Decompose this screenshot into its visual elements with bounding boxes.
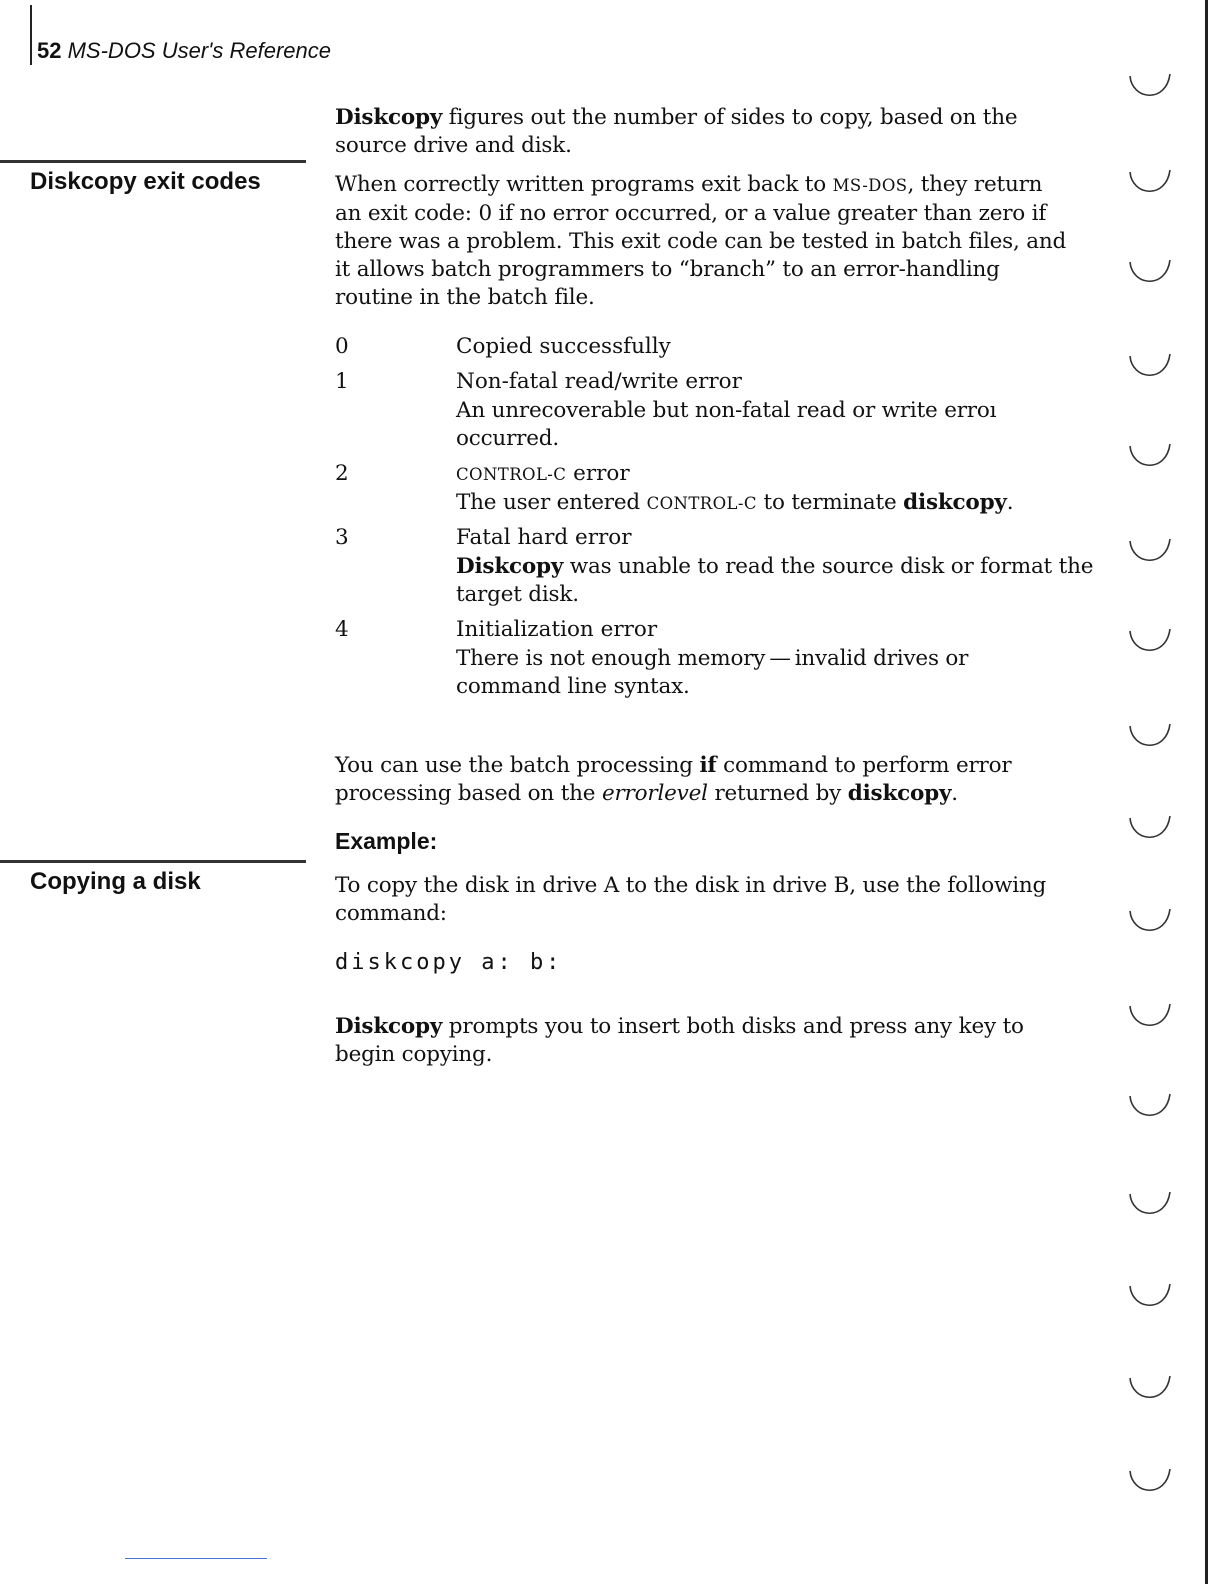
exit-code-paragraph: When correctly written programs exit back to MS-DOS, they return an exit code: 0 if no error occurred, or a value greater than zero if there was a problem. This exit code can be tested in batch files, and it allows batch programmers to “branch” to an error-handling routine in the batch file. xyxy=(335,172,1067,310)
page-edge xyxy=(1205,0,1208,1584)
binder-hole-icon xyxy=(1126,1280,1174,1316)
binder-hole-icon xyxy=(1126,1090,1174,1126)
exit-code-number: 2 xyxy=(335,461,349,486)
exit-code-description: There is not enough memory — invalid drives or command line syntax. xyxy=(456,646,969,699)
binder-hole-icon xyxy=(1126,440,1174,476)
keyword-if: if xyxy=(699,753,717,778)
exit-code-description: The user entered CONTROL-C to terminate diskcopy. xyxy=(456,490,1014,515)
binder-hole-icon xyxy=(1126,1372,1174,1408)
header-rule xyxy=(30,5,32,65)
example-heading: Example: xyxy=(335,828,438,854)
exit-code-title: Fatal hard error xyxy=(456,525,632,550)
exit-code-description: An unrecoverable but non-fatal read or write erroı occurred. xyxy=(456,398,997,451)
term-errorlevel: errorlevel xyxy=(601,781,708,806)
binder-hole-icon xyxy=(1126,1000,1174,1036)
exit-code-number: 3 xyxy=(335,525,349,550)
binder-hole-icon xyxy=(1126,535,1174,571)
batch-paragraph: You can use the batch processing if command to perform error processing based on the errorlevel returned by diskcopy. xyxy=(335,753,1012,806)
example-paragraph: To copy the disk in drive A to the disk in drive B, use the following command: xyxy=(335,873,1047,926)
binder-hole-icon xyxy=(1126,70,1174,106)
exit-code-title: Copied successfully xyxy=(456,334,671,359)
bold-term: diskcopy xyxy=(847,781,952,806)
intro-text: figures out the number of sides to copy, based on the source drive and disk. xyxy=(335,105,1018,158)
binder-holes xyxy=(1120,0,1180,1584)
exit-code-title: Initialization error xyxy=(456,617,658,642)
binder-hole-icon xyxy=(1126,905,1174,941)
binder-hole-icon xyxy=(1126,720,1174,756)
exit-code-description: Diskcopy was unable to read the source disk or format the target disk. xyxy=(456,554,1094,607)
command-line: diskcopy a: b: xyxy=(335,950,563,975)
running-header xyxy=(37,38,331,64)
bottom-rule xyxy=(125,1558,267,1559)
binder-hole-icon xyxy=(1126,350,1174,386)
binder-hole-icon xyxy=(1126,256,1174,292)
intro-paragraph xyxy=(335,104,1080,160)
section-rule xyxy=(0,860,306,863)
exit-code-number: 4 xyxy=(335,617,349,642)
binder-hole-icon xyxy=(1126,166,1174,202)
exit-code-number: 1 xyxy=(335,369,349,394)
binder-hole-icon xyxy=(1126,1465,1174,1501)
bold-term: Diskcopy xyxy=(335,105,443,130)
exit-code-number: 0 xyxy=(335,334,349,359)
section-rule xyxy=(0,160,306,163)
binder-hole-icon xyxy=(1126,812,1174,848)
section-heading-exit-codes: Diskcopy exit codes xyxy=(30,168,261,195)
section-heading-copying: Copying a disk xyxy=(30,868,201,895)
exit-code-title: CONTROL-C error xyxy=(456,461,630,486)
binder-hole-icon xyxy=(1126,1188,1174,1224)
book-title: MS-DOS User's Reference xyxy=(67,38,331,63)
binder-hole-icon xyxy=(1126,625,1174,661)
page-number: 52 xyxy=(37,38,62,63)
msdos-smallcaps: MS-DOS xyxy=(832,176,908,195)
after-command-paragraph: Diskcopy prompts you to insert both disks and press any key to begin copying. xyxy=(335,1014,1024,1067)
exit-code-title: Non-fatal read/write error xyxy=(456,369,742,394)
